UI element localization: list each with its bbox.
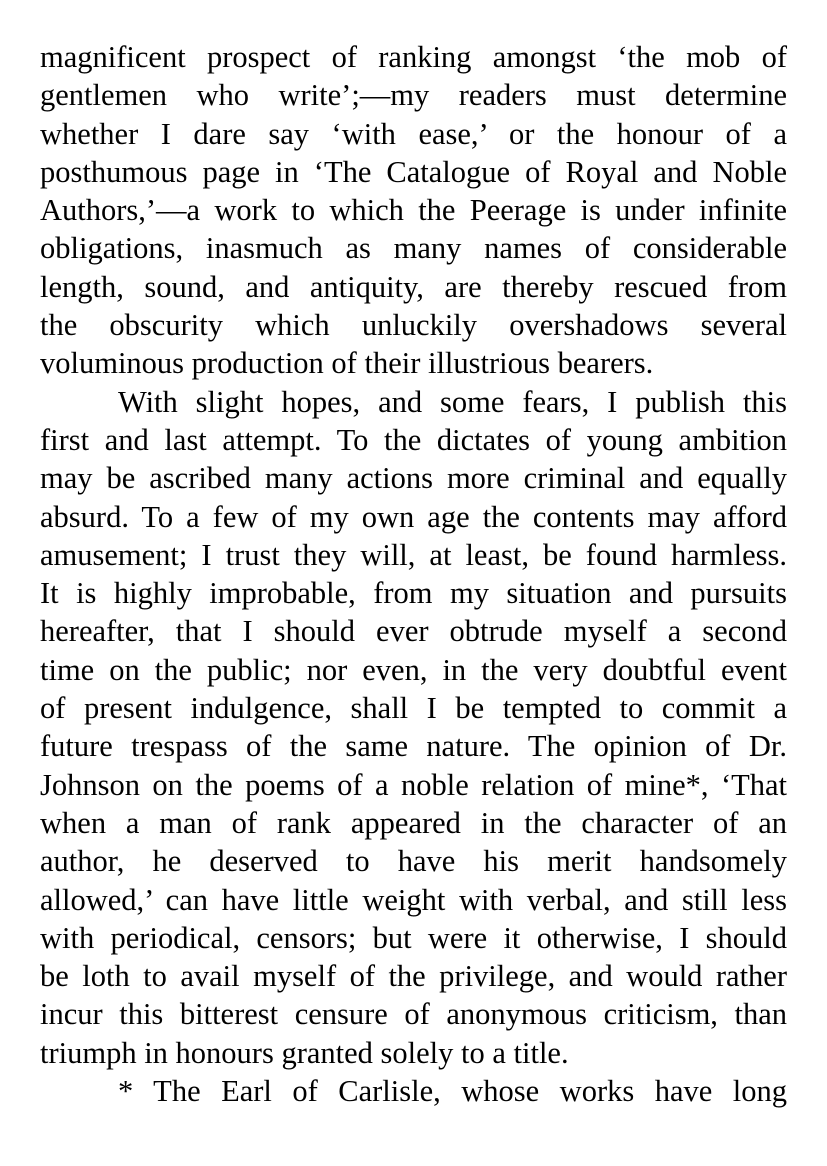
footnote: [40, 1072, 787, 1110]
text-line: magnificent prospect of ranking amongst ‘the mob of: [40, 40, 787, 74]
text-line: voluminous production of their illustrious bearers.: [40, 346, 654, 381]
text-line: be loth to avail myself of the privilege, and would rather: [40, 959, 787, 994]
text-line: first and last attempt. To the dictates of young ambition: [40, 422, 787, 457]
text-line: of present indulgence, shall I be tempted to commit a: [40, 691, 787, 726]
text-line: author, he deserved to have his merit handsomely: [40, 844, 787, 879]
text-line: posthumous page in ‘The Catalogue of Royal and Noble: [40, 154, 787, 189]
text-line: gentlemen who write’;—my readers must determine: [40, 78, 787, 113]
text-line: the obscurity which unluckily overshadows several: [40, 308, 787, 343]
text-line: With slight hopes, and some fears, I publish this: [118, 384, 787, 419]
text-line: future trespass of the same nature. The opinion of Dr.: [40, 729, 787, 764]
text-line: allowed,’ can have little weight with verbal, and still less: [40, 882, 787, 917]
text-line: It is highly improbable, from my situation and pursuits: [40, 576, 787, 611]
text-line: triumph in honours granted solely to a title.: [40, 1035, 569, 1070]
text-line: obligations, inasmuch as many names of considerable: [40, 231, 787, 266]
text-line: may be ascribed many actions more criminal and equally: [40, 461, 787, 496]
text-line: length, sound, and antiquity, are thereby rescued from: [40, 269, 787, 304]
footnote-line: * The Earl of Carlisle, whose works have long: [118, 1074, 787, 1109]
paragraph-continuation: [40, 38, 787, 383]
page-text: [40, 38, 787, 1110]
text-line: whether I dare say ‘with ease,’ or the honour of a: [40, 116, 787, 151]
text-line: amusement; I trust they will, at least, be found harmless.: [40, 537, 787, 572]
paragraph-publication: [40, 383, 787, 1072]
text-line: Johnson on the poems of a noble relation of mine*, ‘That: [40, 767, 787, 802]
text-line: absurd. To a few of my own age the contents may afford: [40, 499, 787, 534]
text-line: when a man of rank appeared in the character of an: [40, 805, 787, 840]
text-line: Authors,’—a work to which the Peerage is under infinite: [40, 193, 787, 228]
text-line: time on the public; nor even, in the very doubtful event: [40, 652, 787, 687]
text-line: hereafter, that I should ever obtrude myself a second: [40, 614, 787, 649]
text-line: with periodical, censors; but were it otherwise, I should: [40, 920, 787, 955]
text-line: incur this bitterest censure of anonymous criticism, than: [40, 997, 787, 1032]
